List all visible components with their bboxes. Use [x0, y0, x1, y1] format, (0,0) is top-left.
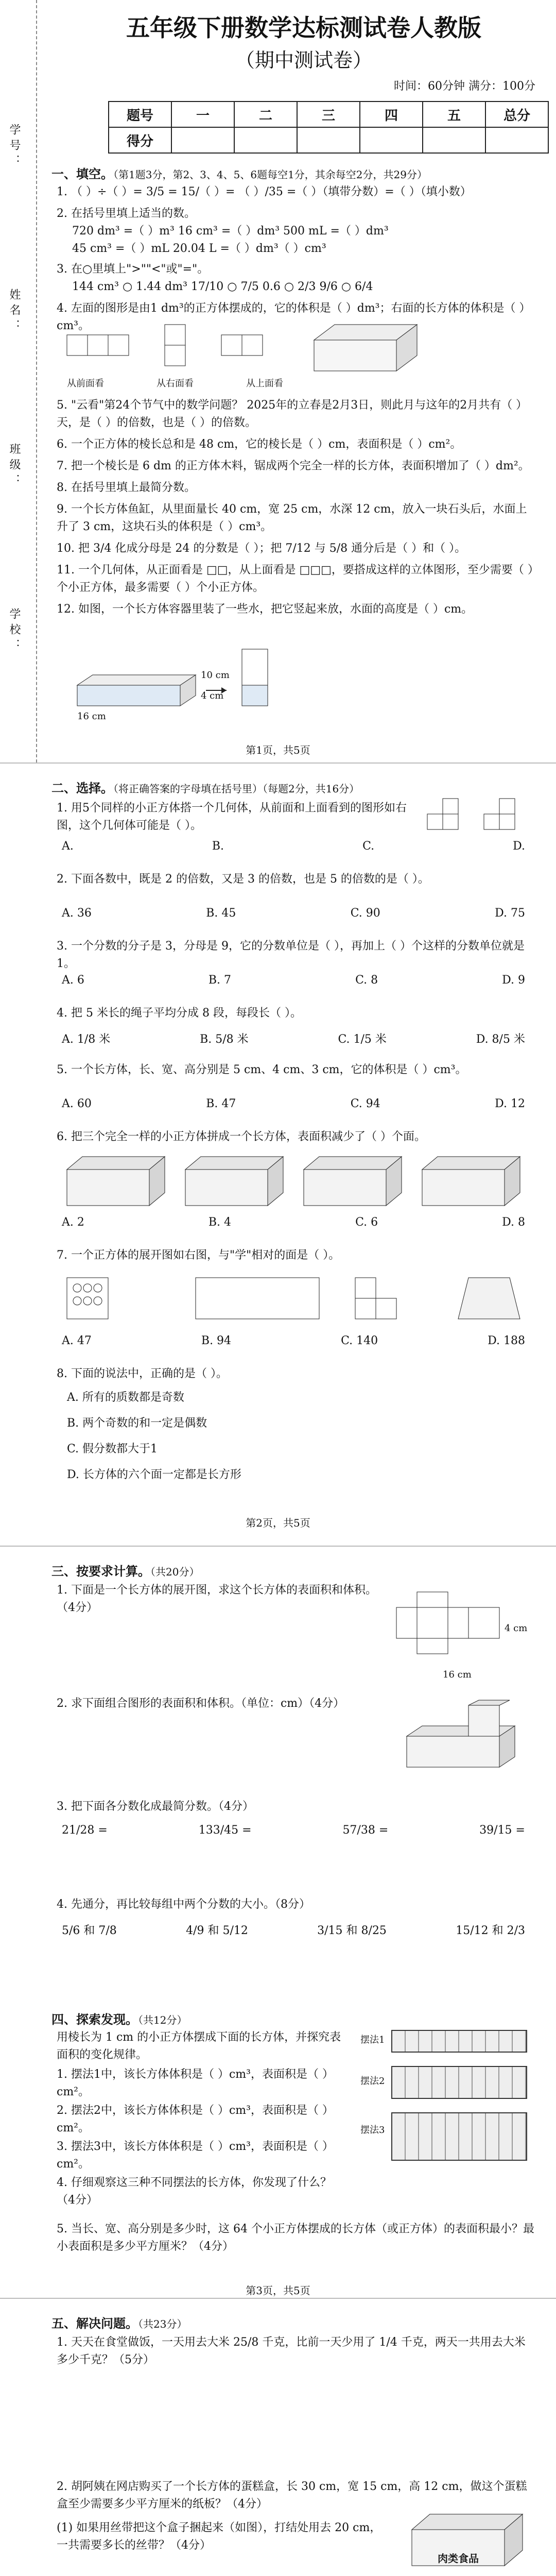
question: 10. 把 3/4 化成分母是 24 的分数是（ ）；把 7/12 与 5/8 通分后是（ ）和（ ）。 — [57, 542, 466, 555]
option-b[interactable]: B. 47 — [206, 1097, 236, 1110]
question: 6. 一个正方体的棱长总和是 48 cm，它的棱长是（ ）cm，表面积是（ ）cm²。 — [57, 438, 462, 451]
box-label: 肉类食品 — [438, 2552, 479, 2565]
question: 1. 用5个同样的小正方体搭一个几何体，从前面和上面看到的图形如右图，这个几何体可能是（ ）。 — [57, 802, 407, 832]
section-note: （共20分） — [150, 1566, 200, 1578]
option-c[interactable]: C. 140 — [341, 1334, 378, 1347]
arrangement-label: 摆法1 — [360, 2035, 385, 2045]
page-3 — [0, 1556, 556, 2298]
option-b[interactable]: B. 94 — [201, 1334, 232, 1347]
question: 5. 一个长方体，长、宽、高分别是 5 cm、4 cm、3 cm，它的体积是（ ）cm³。 — [57, 1063, 467, 1076]
net-figure — [67, 1273, 520, 1329]
score-cell: 三 — [297, 101, 360, 127]
option-b[interactable]: B. 45 — [206, 907, 236, 920]
fraction-item: 39/15 = — [479, 1824, 525, 1837]
question: 3. 一个分数的分子是 3，分母是 9，它的分数单位是（ ），再加上（ ）个这样的分数单位就是 1。 — [57, 940, 525, 970]
question: 2. 在括号里填上适当的数。 — [57, 207, 196, 220]
option-c[interactable]: C. 94 — [350, 1097, 380, 1110]
view-label: 从右面看 — [157, 378, 194, 389]
question: 1. 摆法1中，该长方体体积是（ ）cm³，表面积是（ ）cm²。 — [57, 2068, 334, 2098]
score-cell: 五 — [423, 101, 485, 127]
page-divider — [0, 762, 556, 764]
gift-box-figure — [412, 2504, 530, 2576]
page-title: 五年级下册数学达标测试卷人教版 — [126, 14, 481, 42]
section-5-heading — [51, 2313, 187, 2331]
option-b[interactable]: B. — [212, 840, 224, 853]
fraction-item: 21/28 = — [62, 1824, 108, 1837]
question: 1. （ ）÷（ ）= 3/5 = 15/（ ）= （ ）/35 =（ ）（填带分数）=（ ）（填小数） — [57, 185, 472, 198]
option-b[interactable]: B. 两个奇数的和一定是偶数 — [67, 1417, 207, 1430]
score-cell: 一 — [171, 101, 234, 127]
option-b[interactable]: B. 7 — [208, 974, 232, 987]
question: 3. 把下面各分数化成最简分数。（4分） — [57, 1800, 254, 1813]
score-value-row — [109, 127, 548, 153]
compare-item: 3/15 和 8/25 — [317, 1924, 387, 1937]
section-note: （共23分） — [138, 2318, 187, 2330]
question: 8. 下面的说法中，正确的是（ ）。 — [57, 1367, 228, 1380]
question: 2. 摆法2中，该长方体体积是（ ）cm³，表面积是（ ）cm²。 — [57, 2104, 334, 2134]
intro-text: 用棱长为 1 cm 的小正方体摆成下面的长方体，并探究表面积的变化规律。 — [57, 2031, 341, 2061]
score-input[interactable] — [297, 127, 360, 153]
fraction-item: 133/45 = — [198, 1824, 252, 1837]
option-c[interactable]: C. 8 — [355, 974, 378, 987]
fraction-item: 57/38 = — [342, 1824, 389, 1837]
option-a[interactable]: A. 36 — [62, 907, 92, 920]
question: 4. 把 5 米长的绳子平均分成 8 段，每段长（ ）。 — [57, 1007, 302, 1020]
dimension-label: 4 cm — [505, 1623, 528, 1634]
page-1 — [0, 0, 556, 762]
combined-solid-figure — [407, 1700, 530, 1772]
score-input[interactable] — [360, 127, 423, 153]
score-cell: 题号 — [109, 101, 171, 127]
section-title: 五、解决问题。 — [51, 2316, 138, 2331]
option-a[interactable]: A. 47 — [62, 1334, 92, 1347]
view-label: 从上面看 — [246, 378, 283, 389]
options — [62, 840, 525, 853]
option-d[interactable]: D. 188 — [488, 1334, 525, 1347]
option-c[interactable]: C. 6 — [355, 1216, 378, 1229]
score-input[interactable] — [234, 127, 297, 153]
arrangement-3-figure — [391, 2112, 527, 2161]
section-2-heading — [51, 778, 359, 796]
compare-item: 4/9 和 5/12 — [186, 1924, 248, 1937]
school-label: 学校： — [8, 608, 21, 654]
question: 5. "云看"第24个节气中的数学问题？ 2025年的立春是2月3日，则此月与这年的2月共有（ ）天，是（ ）的倍数，也是（ ）的倍数。 — [57, 399, 528, 429]
page-4 — [0, 2308, 556, 2576]
score-cell: 总分 — [485, 101, 548, 127]
page-number: 第3页，共5页 — [246, 2284, 310, 2297]
option-a[interactable]: A. 所有的质数都是奇数 — [67, 1391, 184, 1404]
question: 11. 一个几何体，从正面看是 □□，从上面看是 □□□，要搭成这样的立体图形，至少需要（ ）个小正方体，最多需要（ ）个小正方体。 — [57, 564, 533, 594]
page-divider — [0, 2298, 556, 2299]
compare-items — [62, 1922, 525, 1938]
option-c[interactable]: C. 90 — [350, 907, 380, 920]
right-view-figure — [165, 325, 185, 366]
question: 7. 一个正方体的展开图如右图，与"学"相对的面是（ ）。 — [57, 1249, 340, 1262]
score-input[interactable] — [423, 127, 485, 153]
question: 4. 仔细观察这三种不同摆法的长方体，你发现了什么？（4分） — [57, 2176, 332, 2207]
option-d[interactable]: D. 8/5 米 — [476, 1033, 525, 1046]
option-b[interactable]: B. 5/8 米 — [200, 1033, 249, 1046]
question: 8. 在括号里填上最简分数。 — [57, 481, 196, 494]
view-labels — [67, 376, 283, 389]
option-a[interactable]: A. 60 — [62, 1097, 92, 1110]
section-note: （将正确答案的字母填在括号里）（每题2分，共16分） — [113, 783, 360, 795]
option-c[interactable]: C. 假分数都大于1 — [67, 1443, 158, 1455]
options — [62, 1097, 525, 1110]
dimension-label: 10 cm — [201, 670, 230, 681]
page-2 — [0, 773, 556, 1546]
option-d[interactable]: D. 12 — [495, 1097, 525, 1110]
section-title: 二、选择。 — [51, 781, 113, 795]
score-input[interactable] — [485, 127, 548, 153]
score-cell: 二 — [234, 101, 297, 127]
option-a[interactable]: A. 2 — [62, 1216, 84, 1229]
arrangement-label: 摆法2 — [360, 2076, 385, 2087]
score-header-row — [109, 101, 548, 127]
container-figure — [72, 644, 309, 721]
dimension-label: 4 cm — [201, 690, 224, 701]
score-cell: 四 — [360, 101, 423, 127]
name-label: 姓名： — [8, 289, 21, 335]
section-title: 四、探索发现。 — [51, 2012, 138, 2027]
options — [62, 974, 525, 987]
question: 4. 左面的图形是由1 dm³的正方体摆成的，它的体积是（ ）dm³；右面的长方体的体积是（ ）cm³。 — [57, 302, 531, 332]
options — [62, 1334, 525, 1347]
time-info: 时间：60分钟 满分：100分 — [394, 80, 535, 93]
option-d[interactable]: D. 8 — [502, 1216, 525, 1229]
option-a[interactable]: A. — [62, 840, 74, 853]
score-table — [108, 101, 549, 154]
cuboid-options-figure — [67, 1154, 520, 1211]
fraction-items — [62, 1824, 525, 1837]
cuboid-figure — [314, 325, 417, 371]
question-part: 720 dm³ =（ ）m³ 16 cm³ =（ ）dm³ 500 mL =（ ）dm³ — [72, 225, 389, 238]
student-id-label: 学号： — [8, 124, 21, 170]
question: 1. 天天在食堂做饭，一天用去大米 25/8 千克，比前一天少用了 1/4 千克，两天一共用去大米多少千克？（5分） — [57, 2336, 526, 2366]
option-b[interactable]: B. 4 — [208, 1216, 232, 1229]
options — [62, 907, 525, 920]
compare-item: 5/6 和 7/8 — [62, 1924, 117, 1937]
page-divider — [0, 1546, 556, 1547]
section-note: （第1题3分，第2、3、4、5、6题每空1分，其余每空2分，共29分） — [113, 168, 427, 181]
question: 2. 胡阿姨在网店购买了一个长方体的蛋糕盒，长 30 cm，宽 15 cm，高 12 cm，做这个蛋糕盒至少需要多少平方厘米的纸板？（4分） — [57, 2480, 527, 2511]
question-part: (1) 如果用丝带把这个盒子捆起来（如图），打结处用去 20 cm，一共需要多长的丝带？（4分） — [57, 2521, 381, 2552]
question: 3. 在○里填上">""<"或"="。 — [57, 263, 209, 276]
section-4-heading — [51, 2009, 187, 2027]
question: 3. 摆法3中，该长方体体积是（ ）cm³，表面积是（ ）cm²。 — [57, 2140, 334, 2171]
question: 1. 下面是一个长方体的展开图，求这个长方体的表面积和体积。（4分） — [57, 1584, 377, 1614]
option-d[interactable]: D. — [513, 840, 525, 853]
question: 2. 求下面组合图形的表面积和体积。（单位：cm）（4分） — [57, 1697, 345, 1710]
section-title: 一、填空。 — [51, 166, 113, 181]
dimension-label: 16 cm — [77, 711, 106, 722]
front-view-figure — [67, 335, 129, 355]
section-1-heading — [51, 164, 427, 182]
question: 2. 下面各数中，既是 2 的倍数，又是 3 的倍数，也是 5 的倍数的是（ ）。 — [57, 873, 429, 886]
option-d[interactable]: D. 长方体的六个面一定都是长方形 — [67, 1468, 241, 1481]
options — [62, 1030, 525, 1046]
question: 4. 先通分，再比较每组中两个分数的大小。（8分） — [57, 1898, 310, 1911]
option-a[interactable]: A. 1/8 米 — [62, 1033, 111, 1046]
score-input[interactable] — [171, 127, 234, 153]
question: 6. 把三个完全一样的小正方体拼成一个长方体，表面积减少了（ ）个面。 — [57, 1130, 426, 1143]
arrangement-label: 摆法3 — [360, 2125, 385, 2136]
compare-item: 15/12 和 2/3 — [456, 1924, 525, 1937]
section-title: 三、按要求计算。 — [51, 1564, 150, 1579]
option-c[interactable]: C. — [362, 840, 375, 853]
question: 5. 当长、宽、高分别是多少时，这 64 个小正方体摆成的长方体（或正方体）的表面积最小？最小表面积是多少平方厘米？（4分） — [57, 2223, 534, 2253]
question-part: 45 cm³ =（ ）mL 20.04 L =（ ）dm³（ ）cm³ — [72, 242, 326, 255]
section-3-heading — [51, 1561, 199, 1579]
question: 9. 一个长方体鱼缸，从里面量长 40 cm，宽 25 cm，水深 12 cm，放入一块石头后，水面上升了 3 cm，这块石头的体积是（ ）cm³。 — [57, 503, 527, 533]
dimension-label: 16 cm — [443, 1669, 472, 1680]
arrangement-1-figure — [391, 2030, 527, 2053]
page-number: 第1页，共5页 — [246, 744, 310, 756]
question: 12. 如图，一个长方体容器里装了一些水，把它竖起来放，水面的高度是（ ）cm。 — [57, 603, 473, 616]
question-part: 144 cm³ ○ 1.44 dm³ 17/10 ○ 7/5 0.6 ○ 2/3 9/6 ○ 6/4 — [72, 280, 373, 293]
options — [62, 1216, 525, 1229]
option-d[interactable]: D. 75 — [495, 907, 525, 920]
class-label: 班级： — [8, 443, 21, 489]
option-c[interactable]: C. 1/5 米 — [338, 1033, 387, 1046]
page-number: 第2页，共5页 — [246, 1517, 310, 1529]
arrangement-2-figure — [391, 2066, 527, 2099]
top-view-figure — [221, 335, 263, 355]
section-note: （共12分） — [138, 2014, 187, 2026]
question: 7. 把一个棱长是 6 dm 的正方体木料，锯成两个完全一样的长方体，表面积增加了（ ）dm²。 — [57, 460, 530, 472]
option-d[interactable]: D. 9 — [502, 974, 525, 987]
score-label: 得分 — [109, 127, 171, 153]
option-a[interactable]: A. 6 — [62, 974, 84, 987]
view-label: 从前面看 — [67, 378, 104, 389]
page-subtitle: （期中测试卷） — [235, 49, 372, 72]
binding-margin — [0, 0, 37, 762]
